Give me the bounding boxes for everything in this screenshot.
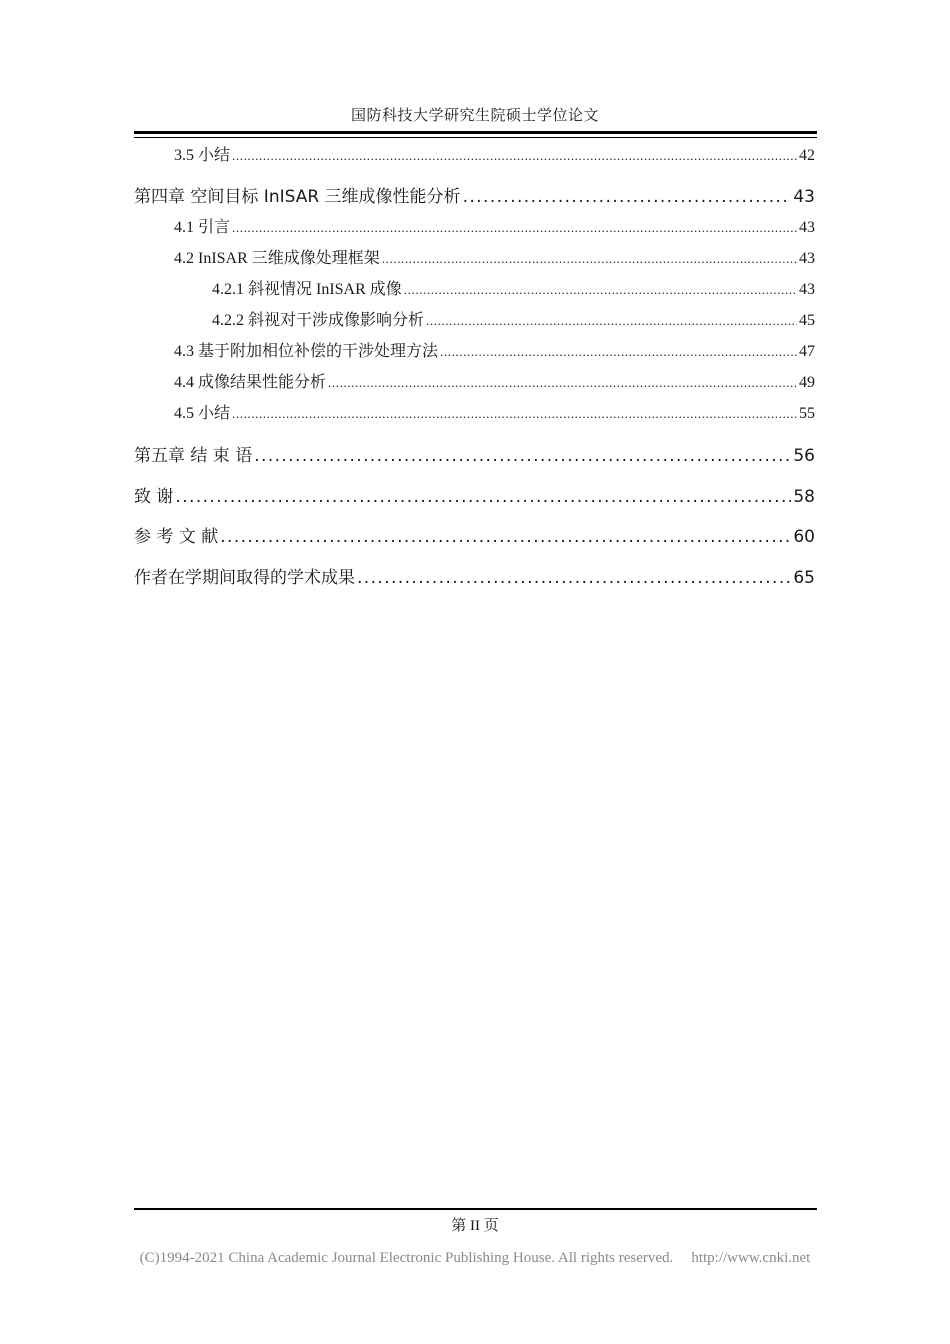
- toc-entry-page: 42: [799, 147, 815, 164]
- toc-entry[interactable]: [134, 563, 815, 588]
- toc-entry[interactable]: [212, 276, 815, 299]
- copyright-text: (C)1994-2021 China Academic Journal Electronic Publishing House. All rights reserved.: [139, 1250, 674, 1266]
- copyright-notice: [0, 1250, 950, 1267]
- toc-entry[interactable]: [212, 307, 815, 330]
- toc-entry-label: 4.2.1 斜视情况 InISAR 成像: [212, 281, 402, 298]
- toc-leader-dots: [357, 568, 791, 588]
- toc-entry-label: 作者在学期间取得的学术成果: [134, 568, 355, 588]
- toc-leader-dots: [440, 343, 797, 361]
- header-rule-thick: [134, 131, 817, 134]
- toc-entry[interactable]: [174, 142, 815, 165]
- toc-entry-page: 55: [799, 405, 815, 422]
- toc-entry[interactable]: [174, 214, 815, 237]
- toc-leader-dots: [232, 219, 797, 237]
- toc-entry[interactable]: [134, 482, 815, 507]
- header-rule-thin: [134, 137, 817, 138]
- toc-leader-dots: [426, 312, 797, 330]
- toc-entry-label: 第五章 结 束 语: [134, 446, 253, 466]
- footer-rule: [134, 1208, 817, 1210]
- toc-entry-label: 4.4 成像结果性能分析: [174, 374, 327, 391]
- toc-entry-label: 4.3 基于附加相位补偿的干涉处理方法: [174, 343, 439, 360]
- toc-leader-dots: [382, 250, 797, 268]
- toc-leader-dots: [463, 187, 792, 207]
- toc-leader-dots: [404, 281, 797, 299]
- toc-entry-label: 4.2 InISAR 三维成像处理框架: [174, 250, 380, 267]
- toc-entry-page: 60: [793, 527, 815, 547]
- toc-entry-page: 58: [793, 487, 815, 507]
- toc-entry-label: 第四章 空间目标 InISAR 三维成像性能分析: [134, 187, 461, 207]
- toc-entry-page: 56: [793, 446, 815, 466]
- toc-entry[interactable]: [134, 441, 815, 466]
- toc-entry-page: 65: [793, 568, 815, 588]
- toc-entry[interactable]: [174, 245, 815, 268]
- toc-entry-page: 43: [799, 250, 815, 267]
- toc-entry-label: 致 谢: [134, 487, 174, 507]
- toc-entry-page: 43: [799, 219, 815, 236]
- toc-entry-label: 4.2.2 斜视对干涉成像影响分析: [212, 312, 425, 329]
- page-number: 第 II 页: [451, 1218, 499, 1234]
- toc-leader-dots: [328, 374, 797, 392]
- toc-entry-page: 43: [793, 187, 815, 207]
- toc-leader-dots: [254, 446, 791, 466]
- toc-entry-page: 47: [799, 343, 815, 360]
- page-header-title: 国防科技大学研究生院硕士学位论文: [350, 106, 599, 124]
- cnki-url[interactable]: http://www.cnki.net: [691, 1250, 811, 1266]
- toc-entry[interactable]: [134, 522, 815, 547]
- toc-leader-dots: [232, 405, 797, 423]
- toc-leader-dots: [232, 147, 797, 165]
- toc-entry-label: 4.1 引言: [174, 219, 231, 236]
- toc-entry-page: 45: [799, 312, 815, 329]
- toc-entry[interactable]: [174, 338, 815, 361]
- toc-entry[interactable]: [134, 182, 815, 207]
- toc-entry-label: 4.5 小结: [174, 405, 231, 422]
- toc-entry[interactable]: [174, 400, 815, 423]
- toc-entry-label: 3.5 小结: [174, 147, 231, 164]
- toc-entry-label: 参 考 文 献: [134, 527, 219, 547]
- toc-entry-page: 43: [799, 281, 815, 298]
- toc-leader-dots: [175, 487, 791, 507]
- toc-leader-dots: [220, 527, 791, 547]
- toc-entry-page: 49: [799, 374, 815, 391]
- toc-entry[interactable]: [174, 369, 815, 392]
